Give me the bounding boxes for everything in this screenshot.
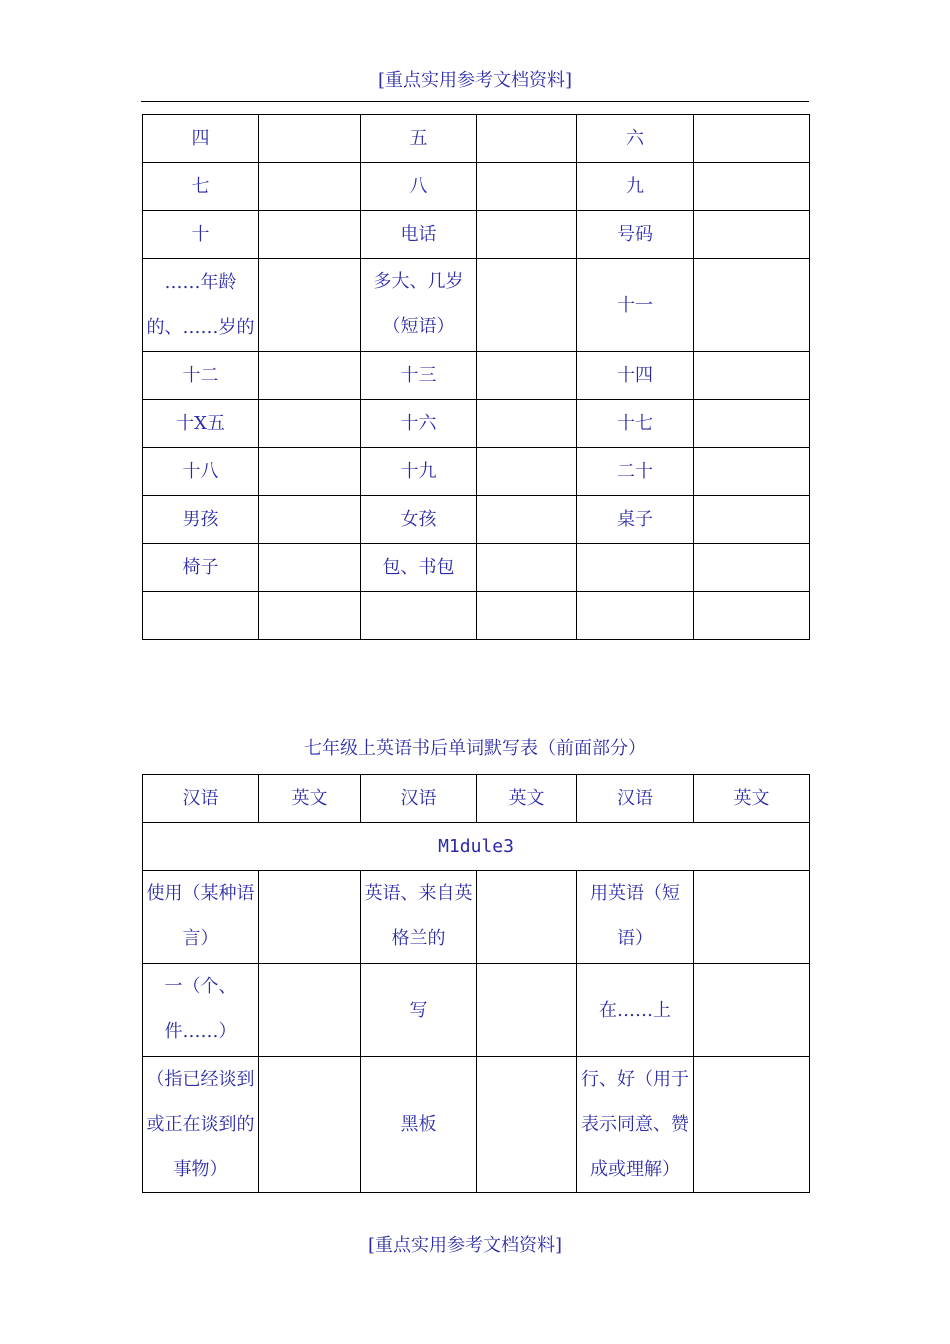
english-answer-cell[interactable] xyxy=(477,115,577,163)
table-header-row xyxy=(143,775,810,823)
english-answer-cell[interactable] xyxy=(694,544,810,592)
column-header: 英文 xyxy=(694,775,810,823)
english-answer-cell[interactable] xyxy=(694,400,810,448)
table-row xyxy=(143,964,810,1057)
chinese-cell: 十X五 xyxy=(143,400,259,448)
chinese-cell: 使用（某种语言） xyxy=(143,871,259,964)
english-answer-cell[interactable] xyxy=(477,211,577,259)
english-answer-cell[interactable] xyxy=(259,964,361,1057)
table-row xyxy=(143,400,810,448)
chinese-cell: 用英语（短语） xyxy=(577,871,694,964)
chinese-cell: 十七 xyxy=(577,400,694,448)
chinese-cell: 电话 xyxy=(361,211,477,259)
page-footer: [重点实用参考文档资料] xyxy=(367,1235,563,1256)
english-answer-cell[interactable] xyxy=(477,400,577,448)
column-header: 英文 xyxy=(259,775,361,823)
english-answer-cell[interactable] xyxy=(477,871,577,964)
chinese-cell: （指已经谈到或正在谈到的事物） xyxy=(143,1057,259,1193)
chinese-cell: 男孩 xyxy=(143,496,259,544)
english-answer-cell[interactable] xyxy=(477,592,577,640)
chinese-cell: 十四 xyxy=(577,352,694,400)
chinese-cell xyxy=(577,592,694,640)
column-header: 英文 xyxy=(477,775,577,823)
english-answer-cell[interactable] xyxy=(477,964,577,1057)
table-row xyxy=(143,352,810,400)
english-answer-cell[interactable] xyxy=(694,448,810,496)
chinese-cell: 在……上 xyxy=(577,964,694,1057)
english-answer-cell[interactable] xyxy=(477,259,577,352)
english-answer-cell[interactable] xyxy=(477,496,577,544)
english-answer-cell[interactable] xyxy=(477,1057,577,1193)
chinese-cell: 女孩 xyxy=(361,496,477,544)
english-answer-cell[interactable] xyxy=(259,871,361,964)
page-header: [重点实用参考文档资料] xyxy=(377,70,573,91)
table-row xyxy=(143,496,810,544)
english-answer-cell[interactable] xyxy=(259,400,361,448)
table-row xyxy=(143,259,810,352)
english-answer-cell[interactable] xyxy=(694,1057,810,1193)
english-answer-cell[interactable] xyxy=(259,1057,361,1193)
chinese-cell: 七 xyxy=(143,163,259,211)
table-row xyxy=(143,871,810,964)
chinese-cell: 十二 xyxy=(143,352,259,400)
chinese-cell: 十六 xyxy=(361,400,477,448)
english-answer-cell[interactable] xyxy=(477,448,577,496)
column-header: 汉语 xyxy=(361,775,477,823)
english-answer-cell[interactable] xyxy=(694,352,810,400)
english-answer-cell[interactable] xyxy=(259,163,361,211)
english-answer-cell[interactable] xyxy=(694,496,810,544)
chinese-cell: 行、好（用于表示同意、赞成或理解） xyxy=(577,1057,694,1193)
chinese-cell: 十三 xyxy=(361,352,477,400)
chinese-cell: 号码 xyxy=(577,211,694,259)
chinese-cell: 八 xyxy=(361,163,477,211)
chinese-cell xyxy=(361,592,477,640)
section-title: 七年级上英语书后单词默写表（前面部分） xyxy=(304,738,646,759)
english-answer-cell[interactable] xyxy=(259,592,361,640)
chinese-cell: 椅子 xyxy=(143,544,259,592)
chinese-cell: 一（个、件……） xyxy=(143,964,259,1057)
vocab-table-2 xyxy=(142,774,810,1193)
module-row xyxy=(143,823,810,871)
chinese-cell: 包、书包 xyxy=(361,544,477,592)
english-answer-cell[interactable] xyxy=(694,163,810,211)
chinese-cell: 十八 xyxy=(143,448,259,496)
table-row xyxy=(143,115,810,163)
english-answer-cell[interactable] xyxy=(477,352,577,400)
english-answer-cell[interactable] xyxy=(694,211,810,259)
chinese-cell: 写 xyxy=(361,964,477,1057)
chinese-cell: 英语、来自英格兰的 xyxy=(361,871,477,964)
english-answer-cell[interactable] xyxy=(694,592,810,640)
chinese-cell: 四 xyxy=(143,115,259,163)
chinese-cell: 二十 xyxy=(577,448,694,496)
chinese-cell: 多大、几岁（短语） xyxy=(361,259,477,352)
english-answer-cell[interactable] xyxy=(694,259,810,352)
module-label: M1dule3 xyxy=(143,823,810,871)
english-answer-cell[interactable] xyxy=(259,448,361,496)
english-answer-cell[interactable] xyxy=(694,115,810,163)
english-answer-cell[interactable] xyxy=(259,496,361,544)
english-answer-cell[interactable] xyxy=(259,211,361,259)
table-row xyxy=(143,544,810,592)
vocab-table-1 xyxy=(142,114,810,640)
english-answer-cell[interactable] xyxy=(694,871,810,964)
english-answer-cell[interactable] xyxy=(259,259,361,352)
chinese-cell xyxy=(577,544,694,592)
chinese-cell: 六 xyxy=(577,115,694,163)
table-row xyxy=(143,448,810,496)
chinese-cell: 十 xyxy=(143,211,259,259)
table-row xyxy=(143,163,810,211)
table-row xyxy=(143,592,810,640)
chinese-cell: 十九 xyxy=(361,448,477,496)
english-answer-cell[interactable] xyxy=(477,544,577,592)
header-rule xyxy=(141,101,809,102)
chinese-cell: 九 xyxy=(577,163,694,211)
column-header: 汉语 xyxy=(577,775,694,823)
chinese-cell: 黑板 xyxy=(361,1057,477,1193)
chinese-cell xyxy=(143,592,259,640)
english-answer-cell[interactable] xyxy=(259,115,361,163)
chinese-cell: 桌子 xyxy=(577,496,694,544)
chinese-cell: 十一 xyxy=(577,259,694,352)
column-header: 汉语 xyxy=(143,775,259,823)
english-answer-cell[interactable] xyxy=(259,544,361,592)
english-answer-cell[interactable] xyxy=(477,163,577,211)
english-answer-cell[interactable] xyxy=(694,964,810,1057)
table-row xyxy=(143,211,810,259)
table-row xyxy=(143,1057,810,1193)
chinese-cell: 五 xyxy=(361,115,477,163)
english-answer-cell[interactable] xyxy=(259,352,361,400)
chinese-cell: ……年龄的、……岁的 xyxy=(143,259,259,352)
